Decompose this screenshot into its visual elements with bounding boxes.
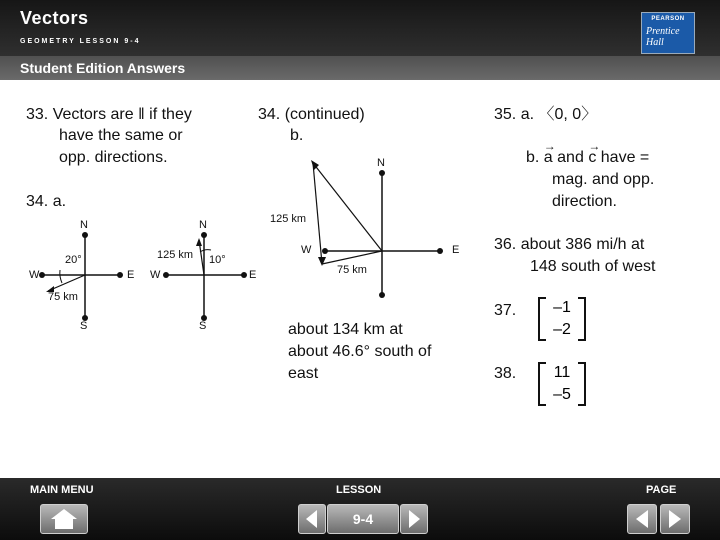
d1-label-e: E (127, 269, 135, 281)
q38-number: 38. (494, 365, 517, 382)
d1-label-w: W (29, 269, 40, 281)
d2-angle-label: 10° (209, 254, 226, 266)
d3-vector-75 (313, 163, 322, 264)
q37-number: 37. (494, 302, 517, 319)
q33-line2: have the same or (59, 127, 183, 144)
d2-dot-n (201, 232, 207, 238)
q35a-value: 〈0, 0〉 (538, 106, 598, 123)
lesson-label: LESSON (336, 484, 382, 496)
lesson-next-button[interactable] (400, 504, 428, 534)
d2-distance-label: 125 km (157, 249, 194, 261)
lesson-number-button[interactable] (327, 504, 399, 534)
q33-text-a: Vectors are (52, 106, 134, 123)
d3-distance-top: 125 km (270, 213, 307, 225)
q33-line3: opp. directions. (59, 149, 168, 166)
vector-a: → a (544, 149, 553, 166)
q35b-line1 (526, 148, 649, 167)
d2-label-n: N (199, 219, 207, 231)
d3-distance-bottom: 75 km (337, 264, 367, 276)
q33-number: 33. (26, 106, 49, 123)
page-label: PAGE (646, 484, 677, 496)
triangle-right-icon (401, 505, 427, 533)
triangle-left-icon (628, 505, 656, 533)
q35b-label: b. (526, 149, 540, 166)
lesson-number: 9-4 (352, 511, 374, 527)
q37-bottom: –2 (553, 321, 571, 338)
q38-matrix (538, 362, 586, 406)
triangle-right-icon (661, 505, 689, 533)
home-button[interactable] (40, 504, 88, 534)
d3-dot-n (379, 170, 385, 176)
d1-dot-w (39, 272, 45, 278)
q35b-and: and (557, 149, 584, 166)
q35a-label: 35. a. (494, 106, 535, 123)
d3-dot-s (379, 292, 385, 298)
main-menu-label: MAIN MENU (30, 484, 94, 496)
d3-label-e: E (452, 244, 460, 256)
q35b-line2: mag. and opp. (552, 171, 655, 188)
d3-resultant (322, 251, 382, 264)
q34a-label: 34. a. (26, 193, 67, 210)
triangle-left-icon (299, 505, 325, 533)
q36-line2: 148 south of west (530, 258, 656, 275)
q36-text: about 386 mi/h at (520, 236, 645, 253)
q38-bottom: –5 (553, 386, 571, 403)
d1-dot-e (117, 272, 123, 278)
d3-vector-125 (313, 163, 382, 251)
q35b-line3: direction. (552, 193, 617, 210)
d1-label-s: S (80, 320, 88, 332)
page-prev-button[interactable] (627, 504, 657, 534)
parallel-symbol: ‖ (138, 106, 145, 123)
d2-arrowhead (196, 238, 202, 246)
q38-top: 11 (553, 364, 571, 381)
q34b-line1: 34. (continued) (258, 106, 365, 123)
page-title: Vectors (20, 8, 89, 28)
d1-label-n: N (80, 219, 88, 231)
q34b-result-line1: about 134 km at (288, 321, 403, 338)
q37-top: –1 (553, 299, 571, 316)
q34b-line2: b. (290, 127, 304, 144)
d3-label-w: W (301, 244, 312, 256)
q36-number: 36. (494, 236, 517, 253)
d3-dot-e (437, 248, 443, 254)
q35b-rest: have = (600, 149, 650, 166)
d2-dot-w (163, 272, 169, 278)
lesson-prev-button[interactable] (298, 504, 326, 534)
d1-angle-arc (60, 270, 62, 283)
q35a-line (494, 105, 597, 124)
d3-arrowhead-bottom (318, 257, 326, 266)
page-next-button[interactable] (660, 504, 690, 534)
d2-label-w: W (150, 269, 161, 281)
q37-matrix (538, 297, 586, 341)
q36-line1 (494, 235, 644, 254)
home-icon (41, 505, 87, 533)
q34b-result-line3: east (288, 365, 319, 382)
d2-angle-arc (200, 250, 211, 252)
lesson-subtitle: GEOMETRY LESSON 9-4 (20, 38, 141, 45)
d1-distance-label: 75 km (48, 291, 78, 303)
q33-text-b: if they (149, 106, 192, 123)
q34b-result-line2: about 46.6° south of (288, 343, 432, 360)
d2-label-s: S (199, 320, 207, 332)
logo-top-text: PEARSON (651, 16, 685, 22)
d1-dot-n (82, 232, 88, 238)
logo-bottom-text: Prentice Hall (646, 26, 680, 48)
d1-angle-label: 20° (65, 254, 82, 266)
d2-label-e: E (249, 269, 257, 281)
section-label: Student Edition Answers (20, 60, 186, 76)
d2-dot-e (241, 272, 247, 278)
vector-c: → c (588, 149, 596, 166)
d3-dot-w (322, 248, 328, 254)
d3-label-n: N (377, 157, 385, 169)
